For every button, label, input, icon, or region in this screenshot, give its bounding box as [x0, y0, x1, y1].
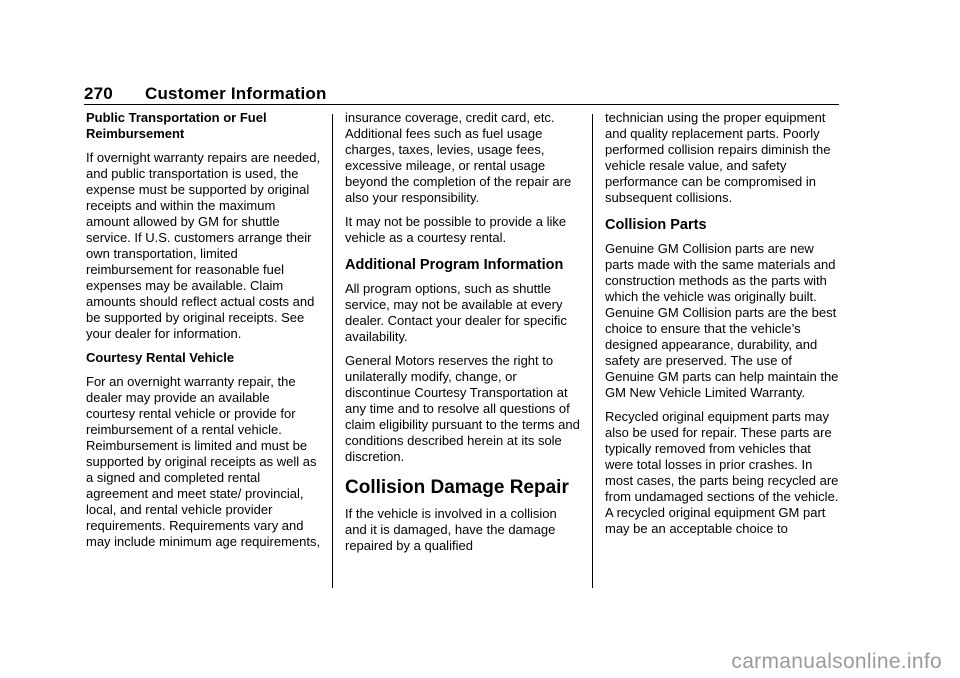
- paragraph: insurance coverage, credit card, etc. Additional fees such as fuel usage charges, taxes, levies, usage fees, excessive mileage, or rental usage beyond the completion of the repair are also your responsibility.: [345, 110, 572, 205]
- paragraph: Genuine GM Collision parts are new parts made with the same materials and construction methods as the parts with which the vehicle was originally built. Genuine GM Collision parts are the best choice to ensure that the vehicle’s designed appearance, durability, and safety are preserved. The use of Genuine GM parts can help maintain the GM New Vehicle Limited Warranty.: [605, 241, 839, 400]
- heading-additional-program-information: Additional Program Information: [345, 257, 564, 273]
- column-divider: [332, 114, 333, 588]
- text-column-3: [605, 110, 841, 537]
- subheading-public-transportation: Public Transportation or Fuel Reimbursement: [86, 110, 267, 141]
- paragraph: If overnight warranty repairs are needed, and public transportation is used, the expense must be supported by original receipts and within the maximum amount allowed by GM for shuttle service. If U.S. customers arrange their own transportation, limited reimbursement for reasonable fuel expenses may be available. Claim amounts should reflect actual costs and be supported by original receipts. See your dealer for information.: [86, 150, 321, 341]
- heading-collision-parts: Collision Parts: [605, 217, 707, 233]
- paragraph: technician using the proper equipment and quality replacement parts. Poorly performed collision repairs diminish the vehicle resale value, and safety performance can be compromised in subsequent collisions.: [605, 110, 831, 205]
- text-column-1: [86, 110, 322, 550]
- paragraph: For an overnight warranty repair, the dealer may provide an available courtesy rental vehicle or provide for reimbursement of a rental vehicle. Reimbursement is limited and must be supported by original receipts as well as a signed and completed rental agreement and meet state/ provincial, local, and rental vehicle provider requirements. Requirements vary and may include minimum age requirements,: [86, 374, 321, 549]
- paragraph: If the vehicle is involved in a collision and it is damaged, have the damage repaired by a qualified: [345, 506, 557, 553]
- page-number: 270: [84, 84, 113, 103]
- page-header: [84, 84, 839, 105]
- column-divider: [592, 114, 593, 588]
- paragraph: Recycled original equipment parts may also be used for repair. These parts are typically removed from vehicles that were total losses in prior crashes. In most cases, the parts being recycled are from undamaged sections of the vehicle. A recycled original equipment GM part may be an acceptable choice to: [605, 409, 839, 536]
- heading-collision-damage-repair: Collision Damage Repair: [345, 477, 569, 498]
- paragraph: It may not be possible to provide a like vehicle as a courtesy rental.: [345, 214, 567, 245]
- text-column-2: [345, 110, 581, 554]
- paragraph: All program options, such as shuttle service, may not be available at every dealer. Contact your dealer for specific availability.: [345, 281, 567, 344]
- page-section-title: Customer Information: [145, 84, 327, 103]
- watermark: carmanualsonline.info: [731, 650, 942, 673]
- paragraph: General Motors reserves the right to unilaterally modify, change, or discontinue Courtesy Transportation at any time and to resolve all questions of claim eligibility pursuant to the terms and conditions described herein at its sole discretion.: [345, 353, 580, 464]
- subheading-courtesy-rental: Courtesy Rental Vehicle: [86, 350, 235, 365]
